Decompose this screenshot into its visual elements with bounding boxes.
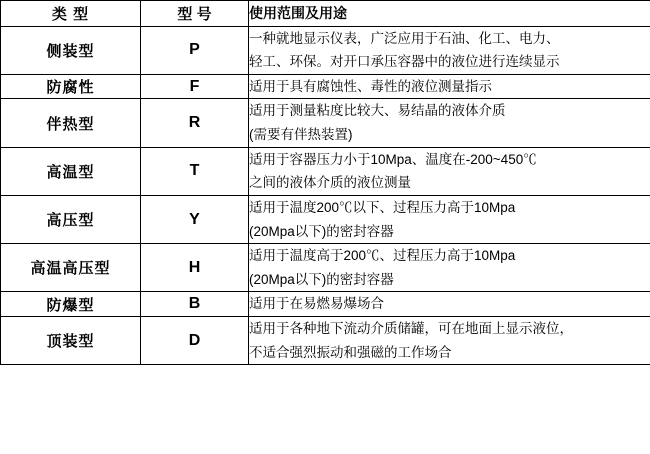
row-model: R bbox=[141, 99, 249, 147]
table-header-row bbox=[1, 1, 650, 27]
row-description bbox=[249, 26, 650, 74]
row-model: D bbox=[141, 317, 249, 365]
description-line: 之间的液体介质的液位测量 bbox=[249, 175, 411, 191]
row-model: B bbox=[141, 292, 249, 317]
description-line: 适用于温度高于200℃、过程压力高于10Mpa bbox=[249, 248, 516, 264]
row-description bbox=[249, 317, 650, 365]
table-row bbox=[1, 292, 650, 317]
description-line: 适用于温度200℃以下、过程压力高于10Mpa bbox=[249, 199, 516, 215]
table-row bbox=[1, 147, 650, 195]
description-line: 适用于具有腐蚀性、毒性的液位测量指示 bbox=[249, 78, 492, 94]
row-type: 防腐性 bbox=[1, 74, 141, 99]
description-line: 适用于各种地下流动介质储罐，可在地面上显示液位， bbox=[249, 321, 573, 336]
description-line: (20Mpa以下)的密封容器 bbox=[249, 223, 394, 239]
table-row bbox=[1, 99, 650, 147]
row-model: T bbox=[141, 147, 249, 195]
row-type: 防爆型 bbox=[1, 292, 141, 317]
row-description bbox=[249, 292, 650, 317]
description-line: 不适合强烈振动和强磁的工作场合 bbox=[249, 344, 452, 360]
description-line: 适用于容器压力小于10Mpa、温度在-200~450℃ bbox=[249, 151, 537, 167]
description-line: 轻工、环保。对开口承压容器中的液位进行连续显示 bbox=[249, 54, 560, 70]
description-line: 适用于在易燃易爆场合 bbox=[249, 296, 384, 312]
description-line: (需要有伴热装置) bbox=[249, 127, 353, 142]
description-line: (20Mpa以下)的密封容器 bbox=[249, 271, 394, 287]
row-description bbox=[249, 147, 650, 195]
row-description bbox=[249, 99, 650, 147]
row-type: 顶装型 bbox=[1, 317, 141, 365]
table-body bbox=[1, 1, 650, 365]
row-model: H bbox=[141, 244, 249, 292]
table-row bbox=[1, 317, 650, 365]
row-type: 高压型 bbox=[1, 195, 141, 243]
row-model: Y bbox=[141, 195, 249, 243]
row-model: F bbox=[141, 74, 249, 99]
description-line: 适用于测量粘度比较大、易结晶的液体介质 bbox=[249, 103, 506, 119]
row-model: P bbox=[141, 26, 249, 74]
table-row bbox=[1, 195, 650, 243]
row-description bbox=[249, 195, 650, 243]
table-row bbox=[1, 74, 650, 99]
table-row bbox=[1, 244, 650, 292]
description-line: 一种就地显示仪表，广泛应用于石油、化工、电力、 bbox=[249, 30, 560, 46]
header-model: 型 号 bbox=[141, 1, 249, 27]
row-type: 高温型 bbox=[1, 147, 141, 195]
row-type: 伴热型 bbox=[1, 99, 141, 147]
table-row bbox=[1, 26, 650, 74]
row-type: 高温高压型 bbox=[1, 244, 141, 292]
row-description bbox=[249, 244, 650, 292]
header-description: 使用范围及用途 bbox=[249, 1, 650, 27]
header-type: 类 型 bbox=[1, 1, 141, 27]
row-description bbox=[249, 74, 650, 99]
row-type: 侧装型 bbox=[1, 26, 141, 74]
